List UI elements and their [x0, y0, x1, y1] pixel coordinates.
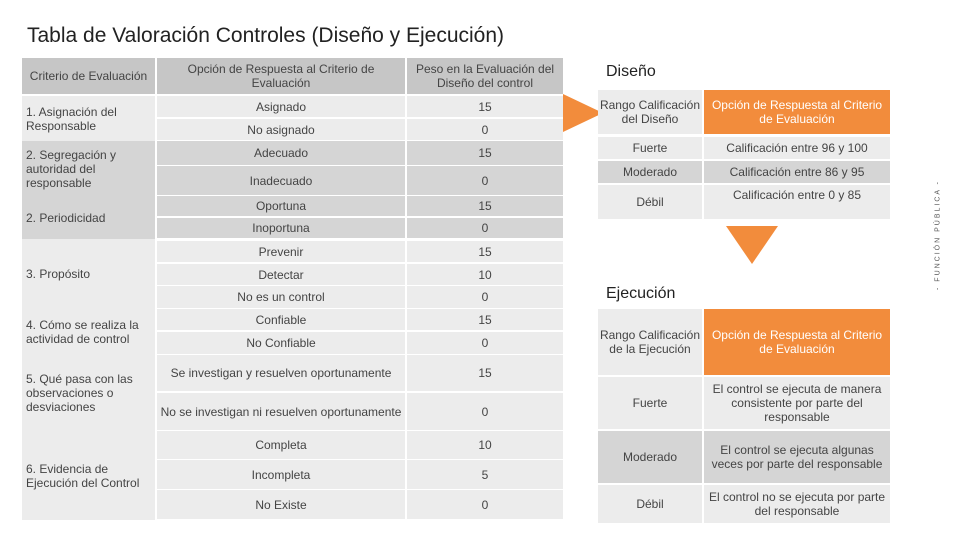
- weight-cell: 10: [407, 264, 563, 285]
- design-section-title: Diseño: [606, 63, 656, 80]
- execution-header-rango: Rango Calificación de la Ejecución: [598, 309, 702, 375]
- option-cell: Inadecuado: [157, 166, 405, 195]
- weight-cell: 15: [407, 309, 563, 330]
- option-cell: Confiable: [157, 309, 405, 330]
- option-cell: Inoportuna: [157, 218, 405, 238]
- design-option-fuerte: Calificación entre 96 y 100: [704, 137, 890, 159]
- side-label-text: - FUNCIÓN PÚBLICA -: [934, 180, 942, 290]
- weight-cell: 15: [407, 241, 563, 262]
- weight-cell: 0: [407, 119, 563, 140]
- option-cell: Completa: [157, 431, 405, 459]
- side-label: [932, 160, 944, 310]
- criterion-2: 2. Segregación y autoridad del responsable: [22, 141, 155, 196]
- option-cell: No es un control: [157, 286, 405, 308]
- design-header-opcion: Opción de Respuesta al Criterio de Evaluación: [704, 90, 890, 134]
- header-peso: Peso en la Evaluación del Diseño del control: [407, 58, 563, 94]
- option-cell: Prevenir: [157, 241, 405, 262]
- option-cell: No asignado: [157, 119, 405, 140]
- arrow-right-icon: [563, 94, 603, 132]
- weight-cell: 0: [407, 393, 563, 430]
- execution-range-debil: Débil: [598, 485, 702, 523]
- option-cell: Se investigan y resuelven oportunamente: [157, 355, 405, 391]
- design-option-moderado: Calificación entre 86 y 95: [704, 161, 890, 183]
- criterion-periodicidad: 2. Periodicidad: [22, 196, 155, 239]
- weight-cell: 0: [407, 286, 563, 308]
- design-header-rango: Rango Calificación del Diseño: [598, 90, 702, 134]
- design-range-moderado: Moderado: [598, 161, 702, 183]
- design-option-debil: Calificación entre 0 y 85: [704, 185, 890, 219]
- weight-cell: 15: [407, 141, 563, 165]
- weight-cell: 0: [407, 218, 563, 238]
- weight-cell: 15: [407, 196, 563, 216]
- execution-option-moderado: El control se ejecuta algunas veces por parte del responsable: [704, 431, 890, 483]
- option-cell: No Existe: [157, 490, 405, 519]
- weight-cell: 15: [407, 96, 563, 117]
- option-cell: No se investigan ni resuelven oportunamente: [157, 393, 405, 430]
- page-title: Tabla de Valoración Controles (Diseño y Ejecución): [27, 24, 505, 47]
- weight-cell: 0: [407, 166, 563, 195]
- execution-option-debil: El control no se ejecuta por parte del responsable: [704, 485, 890, 523]
- design-range-debil: Débil: [598, 185, 702, 219]
- criterion-3: 3. Propósito: [22, 239, 155, 309]
- criterion-4: 4. Cómo se realiza la actividad de control: [22, 309, 155, 355]
- criterion-5: 5. Qué pasa con las observaciones o desviaciones: [22, 355, 155, 431]
- header-criterio: Criterio de Evaluación: [22, 58, 155, 94]
- weight-cell: 15: [407, 355, 563, 391]
- option-cell: Detectar: [157, 264, 405, 285]
- option-cell: Oportuna: [157, 196, 405, 216]
- criterion-6: 6. Evidencia de Ejecución del Control: [22, 431, 155, 520]
- arrow-down-icon: [726, 226, 778, 264]
- execution-option-fuerte: El control se ejecuta de manera consistente por parte del responsable: [704, 377, 890, 429]
- option-cell: No Confiable: [157, 332, 405, 354]
- criterion-1: 1. Asignación del Responsable: [22, 96, 155, 141]
- weight-cell: 5: [407, 460, 563, 489]
- execution-section-title: Ejecución: [606, 285, 676, 302]
- option-cell: Asignado: [157, 96, 405, 117]
- option-cell: Adecuado: [157, 141, 405, 165]
- header-opcion: Opción de Respuesta al Criterio de Evaluación: [157, 58, 405, 94]
- execution-header-opcion: Opción de Respuesta al Criterio de Evaluación: [704, 309, 890, 375]
- execution-range-fuerte: Fuerte: [598, 377, 702, 429]
- weight-cell: 0: [407, 332, 563, 354]
- weight-cell: 0: [407, 490, 563, 519]
- design-range-fuerte: Fuerte: [598, 137, 702, 159]
- weight-cell: 10: [407, 431, 563, 459]
- option-cell: Incompleta: [157, 460, 405, 489]
- execution-range-moderado: Moderado: [598, 431, 702, 483]
